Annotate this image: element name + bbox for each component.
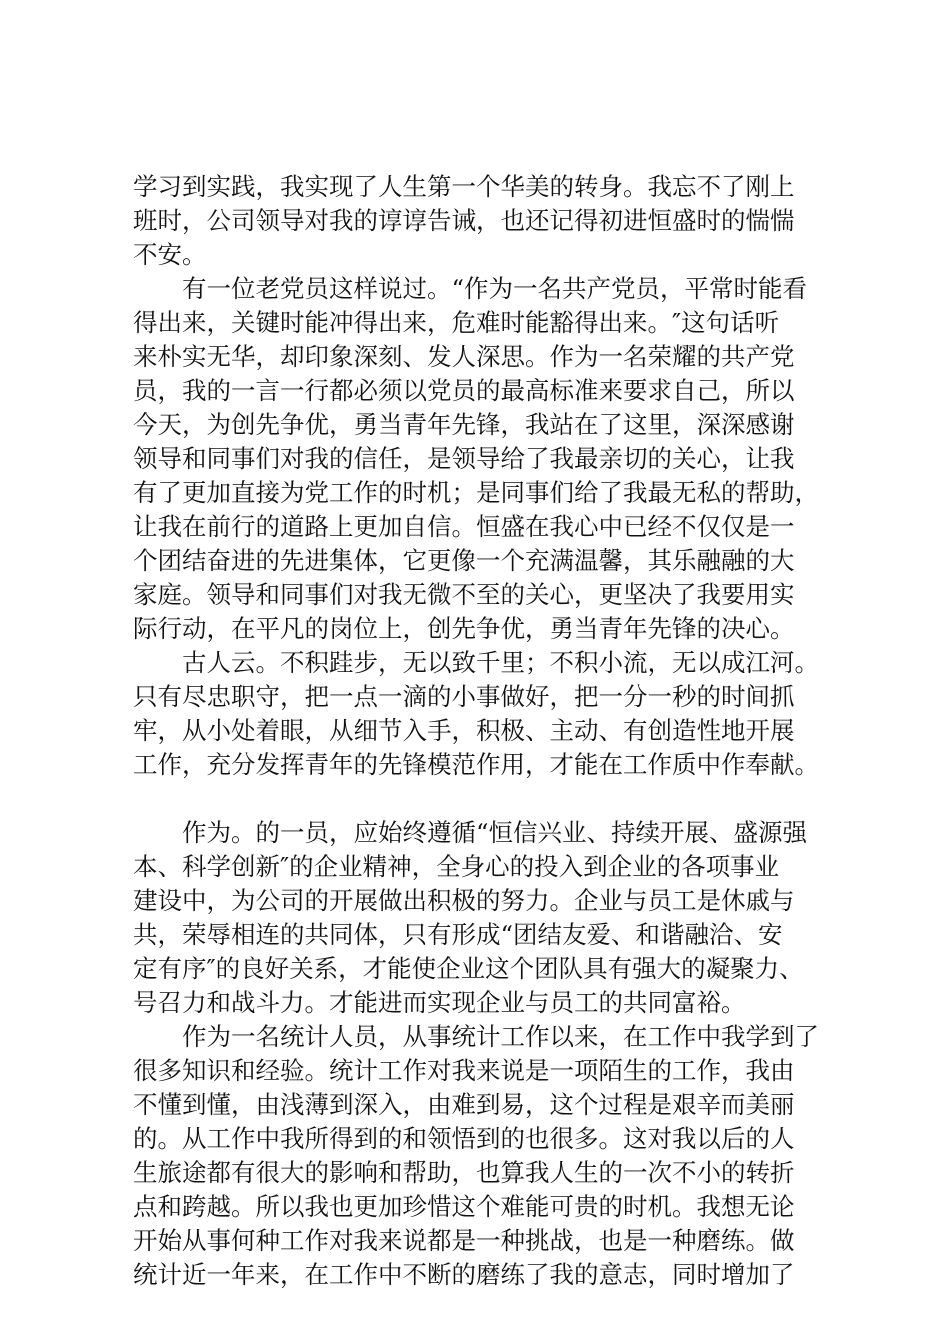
text-line: 统计近一年来，在工作中不断的磨练了我的意志，同时增加了 — [133, 1260, 795, 1289]
text-line: 开始从事何种工作对我来说都是一种挑战，也是一种磨练。做 — [133, 1226, 795, 1255]
text-line: 生旅途都有很大的影响和帮助，也算我人生的一次不小的转折 — [133, 1158, 795, 1187]
text-line: 家庭。领导和同事们对我无微不至的关心，更坚决了我要用实 — [133, 580, 795, 609]
text-line: 定有序″的良好关系，才能使企业这个团队具有强大的凝聚力、 — [133, 954, 804, 983]
text-line: 号召力和战斗力。才能进而实现企业与员工的共同富裕。 — [133, 988, 746, 1017]
text-line: 员，我的一言一行都必须以党员的最高标准来要求自己，所以 — [133, 376, 795, 405]
paragraph-2 — [133, 272, 853, 646]
text-line: 点和跨越。所以我也更加珍惜这个难能可贵的时机。我想无论 — [133, 1192, 795, 1221]
text-line: 的。从工作中我所得到的和领悟到的也很多。这对我以后的人 — [133, 1124, 795, 1153]
text-line: 际行动，在平凡的岗位上，创先争优，勇当青年先锋的决心。 — [133, 614, 795, 643]
text-line: 本、科学创新″的企业精神，全身心的投入到企业的各项事业 — [133, 852, 780, 881]
text-line: 个团结奋进的先进集体，它更像一个充满温馨，其乐融融的大 — [133, 546, 795, 575]
text-line: 得出来，关键时能冲得出来，危难时能豁得出来。″这句话听 — [133, 308, 780, 337]
text-line: 有了更加直接为党工作的时机；是同事们给了我最无私的帮助， — [133, 478, 819, 507]
text-line: 只有尽忠职守，把一点一滴的小事做好，把一分一秒的时间抓 — [133, 682, 795, 711]
paragraph-5 — [133, 1020, 853, 1292]
paragraph-4 — [133, 816, 853, 1020]
text-line: 工作，充分发挥青年的先锋模范作用，才能在工作质中作奉献。 — [133, 750, 819, 779]
document-page — [133, 170, 853, 1292]
paragraph-3 — [133, 646, 853, 782]
text-line: 共，荣辱相连的共同体，只有形成“团结友爱、和谐融洽、安 — [133, 920, 783, 949]
paragraph-1 — [133, 170, 853, 272]
text-line: 作为。的一员，应始终遵循“恒信兴业、持续开展、盛源强 — [182, 818, 808, 847]
text-line: 古人云。不积跬步，无以致千里；不积小流，无以成江河。 — [182, 648, 819, 677]
text-line: 不懂到懂，由浅薄到深入，由难到易，这个过程是艰辛而美丽 — [133, 1090, 795, 1119]
text-line: 今天，为创先争优，勇当青年先锋，我站在了这里，深深感谢 — [133, 410, 795, 439]
text-line: 牢，从小处着眼，从细节入手，积极、主动、有创造性地开展 — [133, 716, 795, 745]
text-line: 作为一名统计人员，从事统计工作以来，在工作中我学到了 — [182, 1022, 819, 1051]
text-line: 不安。 — [133, 240, 207, 269]
text-line: 来朴实无华，却印象深刻、发人深思。作为一名荣耀的共产党 — [133, 342, 795, 371]
text-line: 班时，公司领导对我的谆谆告诫，也还记得初进恒盛时的惴惴 — [133, 206, 795, 235]
text-line: 让我在前行的道路上更加自信。恒盛在我心中已经不仅仅是一 — [133, 512, 795, 541]
text-line: 建设中，为公司的开展做出积极的努力。企业与员工是休戚与 — [133, 886, 795, 915]
text-line: 领导和同事们对我的信任，是领导给了我最亲切的关心，让我 — [133, 444, 795, 473]
text-line: 学习到实践，我实现了人生第一个华美的转身。我忘不了刚上 — [133, 172, 795, 201]
text-line: 很多知识和经验。统计工作对我来说是一项陌生的工作，我由 — [133, 1056, 795, 1085]
paragraph-spacer — [133, 782, 853, 816]
text-line: 有一位老党员这样说过。“作为一名共产党员，平常时能看 — [182, 274, 808, 303]
